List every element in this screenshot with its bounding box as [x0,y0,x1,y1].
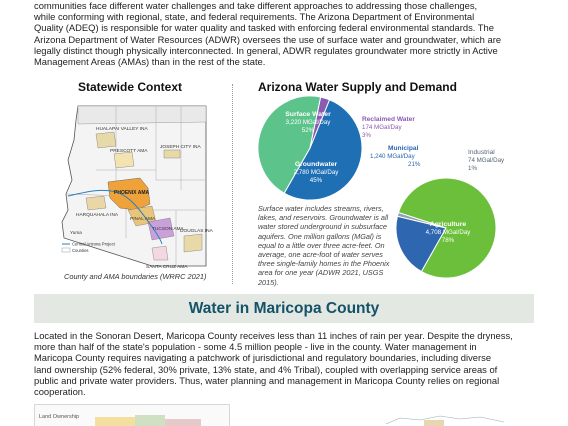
maricopa-banner [34,294,534,323]
map-label: PINAL AMA [130,217,156,222]
groundwater-label: Groundwater [294,161,338,168]
maricopa-line: Located in the Sonoran Desert, Maricopa County receives less than 11 inches of rain per year. Despite the dryness, [34,330,513,341]
douglas-area [184,234,202,252]
supply-title: Arizona Water Supply and Demand [258,80,457,94]
groundwater-value: 2,780 MGal/Day [293,169,339,176]
provider-patch [424,420,444,426]
intro-line: Quality (ADEQ) is responsible for water quality and tasked with enforcing federal environmental standards. The [34,22,494,34]
arizona-map-svg [56,100,218,272]
maricopa-paragraph [34,330,540,397]
reclaimed-percent: 3% [362,132,371,139]
municipal-value: 1,240 MGal/Day [370,153,415,160]
maricopa-line: public and private water providers. Thus, water planning and management in Maricopa County relies on regional [34,374,500,386]
industrial-value: 74 MGal/Day [468,157,505,164]
map-label: TUCSON AMA [152,227,184,232]
legend-label: Central Arizona Project [72,241,115,247]
map-label: SANTA CRUZ AMA [146,265,188,270]
maricopa-line: cooperation. [34,386,86,398]
land-patch [165,419,201,426]
map-label: DOUGLAS INA [180,229,213,234]
map-label: Yuma [70,230,82,235]
surface-water-percent: 52% [301,127,315,134]
harquahala-area [86,196,106,210]
map-label: HARQUAHALA INA [76,213,119,218]
municipal-label: Municipal [388,145,419,152]
map-label: HUALAPAI VALLEY INA [96,127,148,132]
industrial-percent: 1% [468,165,477,172]
demand-pie [396,178,496,278]
intro-line: Management Areas (AMAs) than in the rest of the state. [34,56,266,68]
map-caption: County and AMA boundaries (WRRC 2021) [64,272,207,281]
joseph-area [164,150,180,158]
agriculture-label: Agriculture [429,221,467,228]
reclaimed-value: 174 MGal/Day [362,124,402,131]
land-ownership-label: Land Ownership [39,414,80,420]
land-patch [135,415,165,426]
maricopa-line: more than half of the state's population - some 4.5 million people - live in the county. Water management in [34,341,477,353]
county-band [78,106,206,124]
provider-map-svg [380,410,510,426]
intro-line: legally distinct though physically interconnected. In general, ADWR regulates groundwater more strictly in Active [34,44,498,56]
statewide-title: Statewide Context [78,80,183,94]
agriculture-value: 4,708 MGal/Day [425,229,471,236]
intro-paragraph [34,0,540,67]
maricopa-line: Maricopa County requires navigating a patchwork of jurisdictional and regulatory boundaries, including diverse [34,352,492,364]
santa-cruz-area [152,246,168,260]
column-divider [232,84,233,284]
land-patch [95,417,135,426]
groundwater-percent: 45% [309,177,323,184]
municipal-percent: 21% [408,161,421,168]
provider-boundary [386,416,504,424]
prescott-area [114,152,134,168]
legend-counties-swatch [62,248,70,252]
industrial-label: Industrial [468,149,495,156]
map-label: JOSEPH CITY INA [160,145,201,150]
map-label: PRESCOTT AMA [110,149,148,154]
arizona-map [56,100,218,272]
surface-water-value: 3,220 MGal/Day [285,119,331,126]
map-label: PHOENIX AMA [114,190,150,196]
hualapai-area [96,132,116,148]
intro-line: Arizona Department of Water Resources (ADWR) oversees the use of surface water and groundwater, which are [34,33,502,45]
supply-note: Surface water includes streams, rivers, lakes, and reservoirs. Groundwater is all water stored underground in subsurface aquifers. One million gallons (MGal) is equal to a little over three acre-feet. On average, one acre-foot of water serves three single-family homes in the Phoenix area for one year (ADWR 2021, USGS 2015). [258,204,390,287]
intro-line: while conforming with regional, state, and federal requirements. The Arizona Department of Environmental [34,11,475,23]
provider-map-preview [380,410,510,426]
land-ownership-map [34,404,230,426]
intro-line: communities face different water challenges and take different approaches to addressing those challenges, [34,0,478,11]
surface-water-label: Surface Water [285,111,331,118]
maricopa-title: Water in Maricopa County [188,300,380,317]
land-ownership-svg [35,405,231,426]
reclaimed-label: Reclaimed Water [362,116,415,123]
legend-label: Counties [72,248,89,253]
maricopa-line: land ownership (52% federal, 30% private, 13% state, and 4% Tribal), coupled with overlapping service areas of [34,363,498,375]
agriculture-percent: 78% [441,237,455,244]
